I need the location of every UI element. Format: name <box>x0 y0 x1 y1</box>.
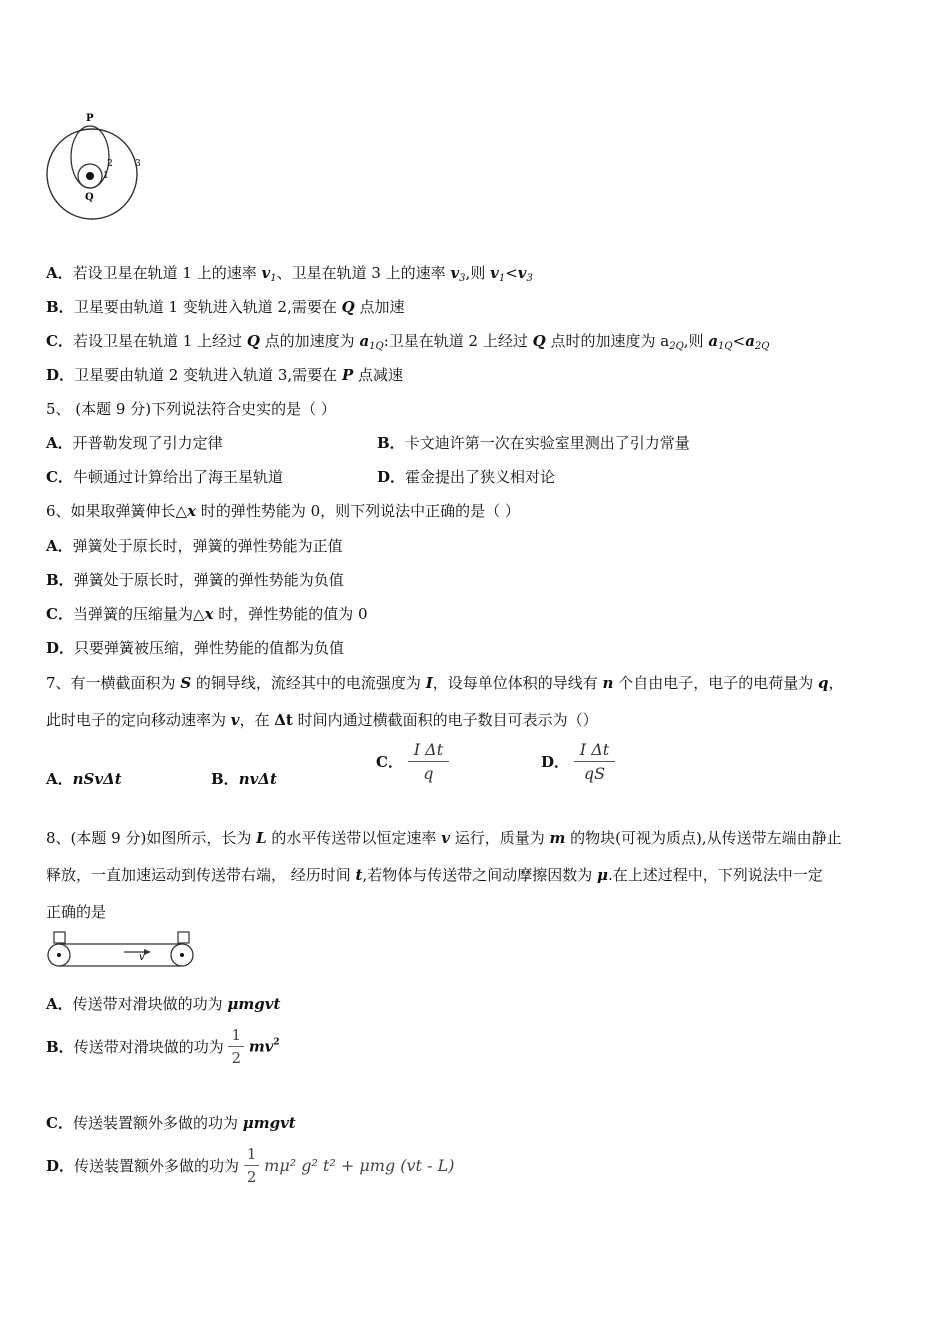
label-p: P <box>86 113 94 124</box>
q8-d-formula: mμ² g² t² + μmg (vt - L) <box>264 1156 455 1175</box>
q7-option-d: D． $\frac{\text{I Δt}}{qS}$ <box>541 740 615 783</box>
q8-stem-line1: 8、(本题 9 分)如图所示，长为 L 的水平传送带以恒定速率 v 运行，质量为 m 的物块(可视为质点),从传送带左端由静止 <box>46 829 842 847</box>
label-2: 2 <box>107 159 113 169</box>
q8-option-c: C．传送装置额外多做的功为 μmgvt <box>46 1114 296 1132</box>
q7-option-a: A．nSvΔt <box>46 770 122 788</box>
velocity-arrow-head <box>144 949 151 955</box>
q5-option-a: A．开普勒发现了引力定律 <box>46 434 223 452</box>
block-left <box>54 932 65 943</box>
q8-d-half-fraction: $\frac{1}{2}$ <box>244 1145 260 1186</box>
label-1: 1 <box>103 171 109 181</box>
q8-stem-line2: 释放，一直加速运动到传送带右端， 经历时间 t,若物体与传送带之间动摩擦因数为 μ.在上述过程中，下列说法中一定 <box>46 866 823 884</box>
q7-option-c: C． $\frac{\text{I Δt}}{q}$ <box>376 740 449 783</box>
q4-option-b: B．卫星要由轨道 1 变轨进入轨道 2,需要在 Q 点加速 <box>46 298 405 316</box>
q5-option-b: B．卡文迪许第一次在实验室里测出了引力常量 <box>377 434 690 452</box>
q6-option-a: A．弹簧处于原长时，弹簧的弹性势能为正值 <box>46 537 343 555</box>
block-right <box>178 932 189 943</box>
label-q: Q <box>85 192 94 203</box>
velocity-label: v <box>139 952 145 963</box>
orbit-diagram <box>44 112 144 230</box>
right-roller-axle <box>180 953 184 957</box>
q7-option-b: B．nvΔt <box>211 770 277 788</box>
q6-option-d: D．只要弹簧被压缩，弹性势能的值都为负值 <box>46 639 345 657</box>
q4-option-d: D．卫星要由轨道 2 变轨进入轨道 3,需要在 P 点减速 <box>46 366 404 384</box>
q6-option-c: C．当弹簧的压缩量为△x 时，弹性势能的值为 0 <box>46 605 368 623</box>
q8-option-b: B．传送带对滑块做的功为 $\frac{1}{2}$ $mv^2$ <box>46 1026 280 1067</box>
q8-stem-line3: 正确的是 <box>46 903 107 921</box>
q5-stem: 5、 (本题 9 分)下列说法符合史实的是（ ） <box>46 400 336 418</box>
q4-option-a: A．若设卫星在轨道 1 上的速率 $v_1$、卫星在轨道 3 上的速率 $v_3$,则 $v_1<v_3$ <box>46 264 533 284</box>
q4-option-c: C．若设卫星在轨道 1 上经过 Q 点的加速度为 $a_{1Q}$:卫星在轨道 2 上经过 Q 点时的加速度为 $a_{2Q}$,则 $a_{1Q}<a_{2Q}$ <box>46 332 770 352</box>
q8-option-a: A．传送带对滑块做的功为 μmgvt <box>46 995 281 1013</box>
q7-stem-line2: 此时电子的定向移动速率为 v，在 Δt 时间内通过横截面积的电子数目可表示为（） <box>46 711 598 729</box>
q7-d-fraction: $\frac{\text{I Δt}}{qS}$ <box>574 740 615 783</box>
q5-option-d: D．霍金提出了狭义相对论 <box>377 468 556 486</box>
left-roller-axle <box>57 953 61 957</box>
q6-stem: 6、如果取弹簧伸长△x 时的弹性势能为 0，则下列说法中正确的是（ ） <box>46 502 520 520</box>
q5-option-c: C．牛顿通过计算给出了海王星轨道 <box>46 468 283 486</box>
q6-option-b: B．弹簧处于原长时，弹簧的弹性势能为负值 <box>46 571 344 589</box>
q8-b-half-fraction: $\frac{1}{2}$ <box>228 1026 244 1067</box>
conveyor-belt-diagram <box>44 930 196 970</box>
q7-stem-line1: 7、有一横截面积为 S 的铜导线，流经其中的电流强度为 I，设每单位体积的导线有 n 个自由电子，电子的电荷量为 q， <box>46 674 844 692</box>
label-3: 3 <box>135 159 141 169</box>
planet-dot <box>86 172 94 180</box>
q7-c-fraction: $\frac{\text{I Δt}}{q}$ <box>408 740 449 783</box>
q8-option-d: D．传送装置额外多做的功为 $\frac{1}{2}$ mμ² g² t² + μmg (vt - L) <box>46 1145 455 1186</box>
